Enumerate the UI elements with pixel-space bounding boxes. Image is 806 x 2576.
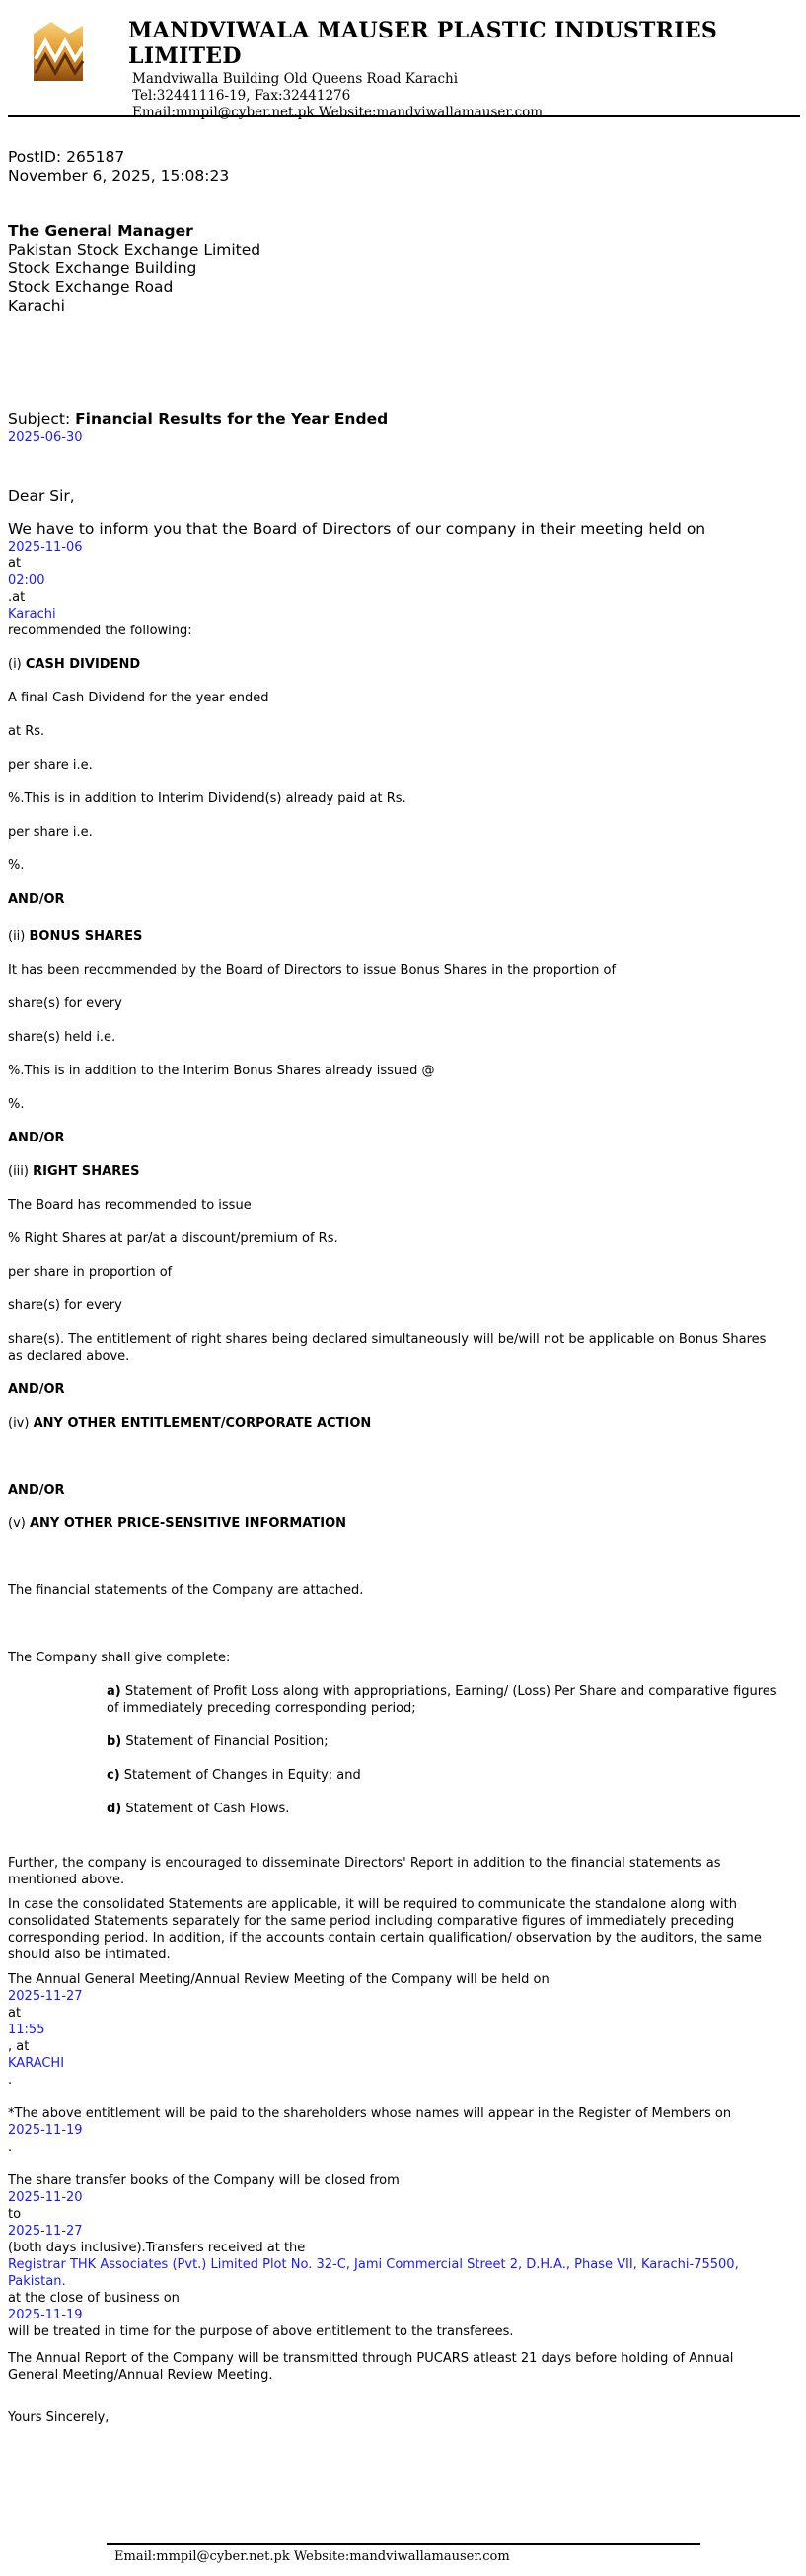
right-line-3: per share in proportion of — [8, 1265, 173, 1280]
list-item — [107, 1767, 777, 1784]
right-shares-heading — [8, 1163, 777, 1180]
other-title: ANY OTHER ENTITLEMENT/CORPORATE ACTION — [33, 1416, 372, 1431]
registrar-address: Registrar THK Associates (Pvt.) Limited Plot No. 32-C, Jami Commercial Street 2, D.H.A., Phase VII, Karachi-75500, Pakistan. — [8, 2257, 739, 2289]
register-text: *The above entitlement will be paid to the shareholders whose names will appear in the Register of Members on — [8, 2106, 732, 2121]
register-date: 2025-11-19 — [8, 2123, 83, 2138]
cash-line-1: A final Cash Dividend for the year ended — [8, 691, 269, 705]
right-title: RIGHT SHARES — [33, 1164, 140, 1179]
list-text: Statement of Changes in Equity; and — [119, 1768, 361, 1783]
right-prefix: (iii) — [8, 1164, 34, 1179]
agm-place: KARACHI — [8, 2056, 65, 2071]
books-to-word: to — [8, 2207, 22, 2222]
transfers-text: (both days inclusive).Transfers received at the — [8, 2241, 306, 2255]
bonus-line-2: share(s) for every — [8, 996, 122, 1011]
timestamp: November 6, 2025, 15:08:23 — [8, 167, 230, 184]
books-to-date: 2025-11-27 — [8, 2224, 83, 2239]
books-from-date: 2025-11-20 — [8, 2190, 83, 2205]
at-label-2: .at — [8, 590, 26, 605]
list-text: Statement of Cash Flows. — [121, 1802, 290, 1816]
recipient-line1: Pakistan Stock Exchange Limited — [8, 241, 261, 258]
agm-at: at — [8, 2006, 22, 2021]
other-prefix: (iv) — [8, 1416, 34, 1431]
bonus-line-3: share(s) held i.e. — [8, 1030, 116, 1045]
further-text: Further, the company is encouraged to disseminate Directors' Report in addition to the financial statements as mentioned above. — [8, 1856, 721, 1887]
closing-text: Yours Sincerely, — [8, 2410, 110, 2425]
treated-text: will be treated in time for the purpose of above entitlement to the transferees. — [8, 2324, 514, 2339]
company-logo-icon — [30, 20, 87, 87]
agm-dot: . — [8, 2073, 13, 2088]
company-phone-fax: Tel:32441116-19, Fax:32441276 — [132, 88, 351, 104]
footer-divider — [107, 2543, 700, 2545]
cash-dividend-heading — [8, 656, 777, 673]
right-line-5: share(s). The entitlement of right shares being declared simultaneously will be/will not be applicable on Bonus Shares as declared above. — [8, 1332, 767, 1363]
intro-text: We have to inform you that the Board of Directors of our company in their meeting held on — [8, 520, 706, 538]
footer-email-web: Email:mmpil@cyber.net.pk Website:mandviwallamauser.com — [114, 2549, 510, 2564]
recipient-title: The General Manager — [8, 222, 193, 240]
list-marker: a) — [107, 1684, 121, 1699]
list-marker: d) — [107, 1802, 122, 1816]
bonus-title: BONUS SHARES — [29, 929, 143, 944]
agm-at-2: , at — [8, 2039, 30, 2054]
register-dot: . — [8, 2140, 13, 2155]
close-date: 2025-11-19 — [8, 2308, 83, 2322]
cash-title: CASH DIVIDEND — [25, 657, 141, 672]
at-label: at — [8, 556, 22, 571]
cash-line-2: at Rs. — [8, 724, 45, 739]
list-marker: b) — [107, 1734, 122, 1749]
price-sensitive-heading — [8, 1515, 777, 1532]
company-email-web: Email:mmpil@cyber.net.pk Website:mandviwallamauser.com — [132, 105, 544, 120]
annual-report-text: The Annual Report of the Company will be transmitted through PUCARS atleast 21 days before holding of Annual General Meeting/Annual Review Meeting. — [8, 2351, 734, 2383]
other-entitlement-heading — [8, 1415, 777, 1432]
bonus-shares-heading — [8, 928, 777, 945]
salutation: Dear Sir, — [8, 487, 75, 505]
bonus-line-4: %.This is in addition to the Interim Bonus Shares already issued @ — [8, 1064, 435, 1078]
subject-text: Financial Results for the Year Ended — [75, 410, 389, 428]
letterhead — [0, 0, 806, 118]
statements-list — [107, 1683, 777, 1817]
agm-date: 2025-11-27 — [8, 1989, 83, 2004]
give-complete-text: The Company shall give complete: — [8, 1651, 231, 1665]
cash-line-6: %. — [8, 858, 25, 873]
recipient-line2: Stock Exchange Building — [8, 259, 197, 277]
and-or-2: AND/OR — [8, 1131, 65, 1145]
subject-line — [8, 410, 777, 429]
price-prefix: (v) — [8, 1516, 30, 1531]
and-or-4: AND/OR — [8, 1483, 65, 1498]
company-name: MANDVIWALA MAUSER PLASTIC INDUSTRIES LIMITED — [128, 18, 718, 69]
right-line-4: share(s) for every — [8, 1298, 122, 1313]
and-or-3: AND/OR — [8, 1382, 65, 1397]
right-line-2: % Right Shares at par/at a discount/premium of Rs. — [8, 1231, 338, 1246]
subject-label: Subject: — [8, 410, 76, 428]
cash-prefix: (i) — [8, 657, 26, 672]
list-item — [107, 1801, 777, 1817]
letter-body — [8, 148, 777, 2426]
letterhead-divider — [8, 115, 800, 117]
agm-intro: The Annual General Meeting/Annual Review Meeting of the Company will be held on — [8, 1972, 550, 1987]
cash-line-5: per share i.e. — [8, 825, 93, 840]
and-or-1: AND/OR — [8, 892, 65, 907]
subject-date: 2025-06-30 — [8, 430, 83, 445]
list-text: Statement of Profit Loss along with appropriations, Earning/ (Loss) Per Share and comparative figures of immediately preceding corresponding period; — [107, 1684, 777, 1716]
right-line-1: The Board has recommended to issue — [8, 1198, 252, 1213]
list-text: Statement of Financial Position; — [121, 1734, 329, 1749]
recipient-line4: Karachi — [8, 297, 65, 315]
cash-line-4: %.This is in addition to Interim Dividend(s) already paid at Rs. — [8, 791, 406, 806]
list-item — [107, 1683, 777, 1717]
books-closure-text: The share transfer books of the Company will be closed from — [8, 2173, 400, 2188]
close-business-text: at the close of business on — [8, 2291, 180, 2306]
company-address: Mandviwalla Building Old Queens Road Karachi — [132, 71, 459, 87]
bonus-line-5: %. — [8, 1097, 25, 1112]
cash-line-3: per share i.e. — [8, 758, 93, 773]
agm-time: 11:55 — [8, 2023, 45, 2037]
meeting-time: 02:00 — [8, 573, 45, 588]
meeting-date: 2025-11-06 — [8, 540, 83, 554]
bonus-line-1: It has been recommended by the Board of Directors to issue Bonus Shares in the proportion of — [8, 963, 617, 978]
price-title: ANY OTHER PRICE-SENSITIVE INFORMATION — [29, 1516, 347, 1531]
bonus-prefix: (ii) — [8, 929, 30, 944]
list-item — [107, 1733, 777, 1750]
list-marker: c) — [107, 1768, 120, 1783]
recommended-text: recommended the following: — [8, 624, 192, 638]
post-id: PostID: 265187 — [8, 148, 125, 166]
recipient-line3: Stock Exchange Road — [8, 278, 174, 296]
company-block — [128, 18, 806, 121]
attached-text: The financial statements of the Company are attached. — [8, 1583, 364, 1598]
consolidated-text: In case the consolidated Statements are applicable, it will be required to communicate the standalone along with consolidated Statements separately for the same period including comparative figures of immediately preceding corresponding period. In addition, if the accounts contain certain qualification/ observation by the auditors, the same should also be intimated. — [8, 1897, 762, 1962]
meeting-place: Karachi — [8, 607, 56, 622]
